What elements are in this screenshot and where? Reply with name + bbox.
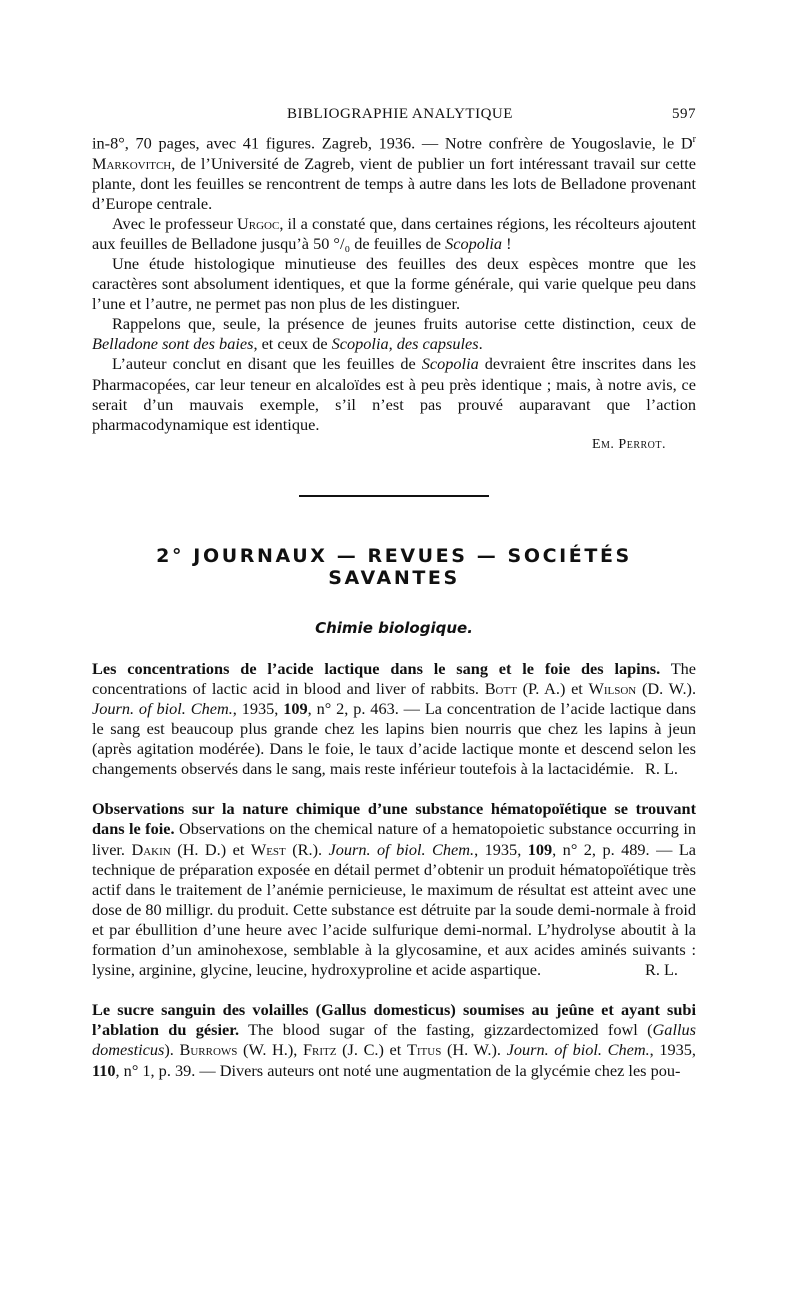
running-header — [92, 104, 696, 130]
review-paragraph-2: Avec le professeur Urgoc, il a constaté que, dans certaines régions, les récolteurs ajoutent aux feuilles de Belladone jusqu’à 50 °/₀ de feuilles de Scopolia ! — [92, 213, 696, 253]
article-1: Les concentrations de l’acide lactique dans le sang et le foie des lapins. The concentrations of lactic acid in blood and liver of rabbits. Bott (P. A.) et Wilson (D. W.). Journ. of biol. Chem., 1935, 109, n° 2, p. 463. — La concentration de l’acide lactique dans le sang est beaucoup plus grande chez les lapins bien nourris que chez les lapins à jeun (après agitation modérée). Dans le foie, le taux d’acide lactique monte et descend selon les changements observés dans le sang, mais reste inférieur toutefois à la lactacidémie. R. L. — [92, 658, 697, 779]
article-signature: R. L. — [644, 759, 678, 779]
review-paragraph-3: Une étude histologique minutieuse des feuilles des deux espèces montre que les caractères sont absolument identiques, et que la forme générale, qui varie quelque peu dans l’une et l’autre, ne permet pas non plus de les distinguer. — [92, 253, 696, 314]
page-number: 597 — [672, 106, 696, 122]
article-signature: R. L. — [644, 960, 678, 980]
subsection-title: Chimie biologique. — [315, 618, 473, 637]
review-signature: Em. Perrot. — [591, 436, 666, 452]
article-2: Observations sur la nature chimique d’une substance hématopoïétique se trouvant dans le foie. Observations on the chemical nature of a hematopoietic substance occurring in liver. Dakin (H. D.) et West (R.). Journ. of biol. Chem., 1935, 109, n° 2, p. 489. — La technique de préparation exposée en détail permet d’obtenir un produit hématopoïétique très actif dans le traitement de l’anémie pernicieuse, le maximum de résultat est atteint avec une dose de 80 milligr. du produit. Cette substance est détruite par la soude demi-normale à froid et par ébullition d’une heure avec l’acide sulfurique demi-normal. L’hydrolyse aboutit à la formation d’un aminohexose, semblable à la glycosamine, et aux acides aminés suivants : lysine, arginine, glycine, leucine, hydroxyproline et acide aspartique. R. L. — [92, 799, 696, 980]
author-name: Urgoc — [237, 213, 280, 233]
section-divider — [299, 495, 489, 497]
article-title: Le sucre sanguin des volailles (Gallus domesticus) soumises au jeûne et ayant subi l’ablation du gésier. — [92, 1000, 696, 1040]
article-title: Observations sur la nature chimique d’une substance hématopoïétique se trouvant dans le foie. — [92, 799, 696, 839]
author-name: Markovitch — [92, 153, 172, 173]
review-paragraph-5: L’auteur conclut en disant que les feuilles de Scopolia devraient être inscrites dans les Pharmacopées, car leur teneur en alcaloïdes est à peu près identique ; mais, à notre avis, ce serait d’un mauvais exemple, s’il n’est pas prouvé auparavant que l’action pharmacodynamique est identique. — [92, 354, 696, 434]
article-title: Les concentrations de l’acide lactique dans le sang et le foie des lapins. — [92, 658, 661, 678]
review-paragraph-4: Rappelons que, seule, la présence de jeunes fruits autorise cette distinction, ceux de Belladone sont des baies, et ceux de Scopolia, des capsules. — [92, 314, 696, 354]
article-3: Le sucre sanguin des volailles (Gallus domesticus) soumises au jeûne et ayant subi l’ablation du gésier. The blood sugar of the fasting, gizzardectomized fowl (Gallus domesticus). Burrows (W. H.), Fritz (J. C.) et Titus (H. W.). Journ. of biol. Chem., 1935, 110, n° 1, p. 39. — Divers auteurs ont noté une augmentation de la glycémie chez les pou- — [92, 1000, 697, 1080]
running-header-title: BIBLIOGRAPHIE ANALYTIQUE — [287, 106, 513, 122]
section-title: 2° JOURNAUX — REVUES — SOCIÉTÉS SAVANTES — [156, 544, 632, 589]
document-page — [92, 104, 696, 1081]
review-paragraph-1: in-8°, 70 pages, avec 41 figures. Zagreb, 1936. — Notre confrère de Yougoslavie, le $D^r$ Markovitch, de l’Université de Zagreb, vient de publier un fort intéressant travail sur cette plante, dont les feuilles se rencontrent de temps à autre dans les lots de Belladone provenant d’Europe centrale. — [92, 133, 696, 213]
